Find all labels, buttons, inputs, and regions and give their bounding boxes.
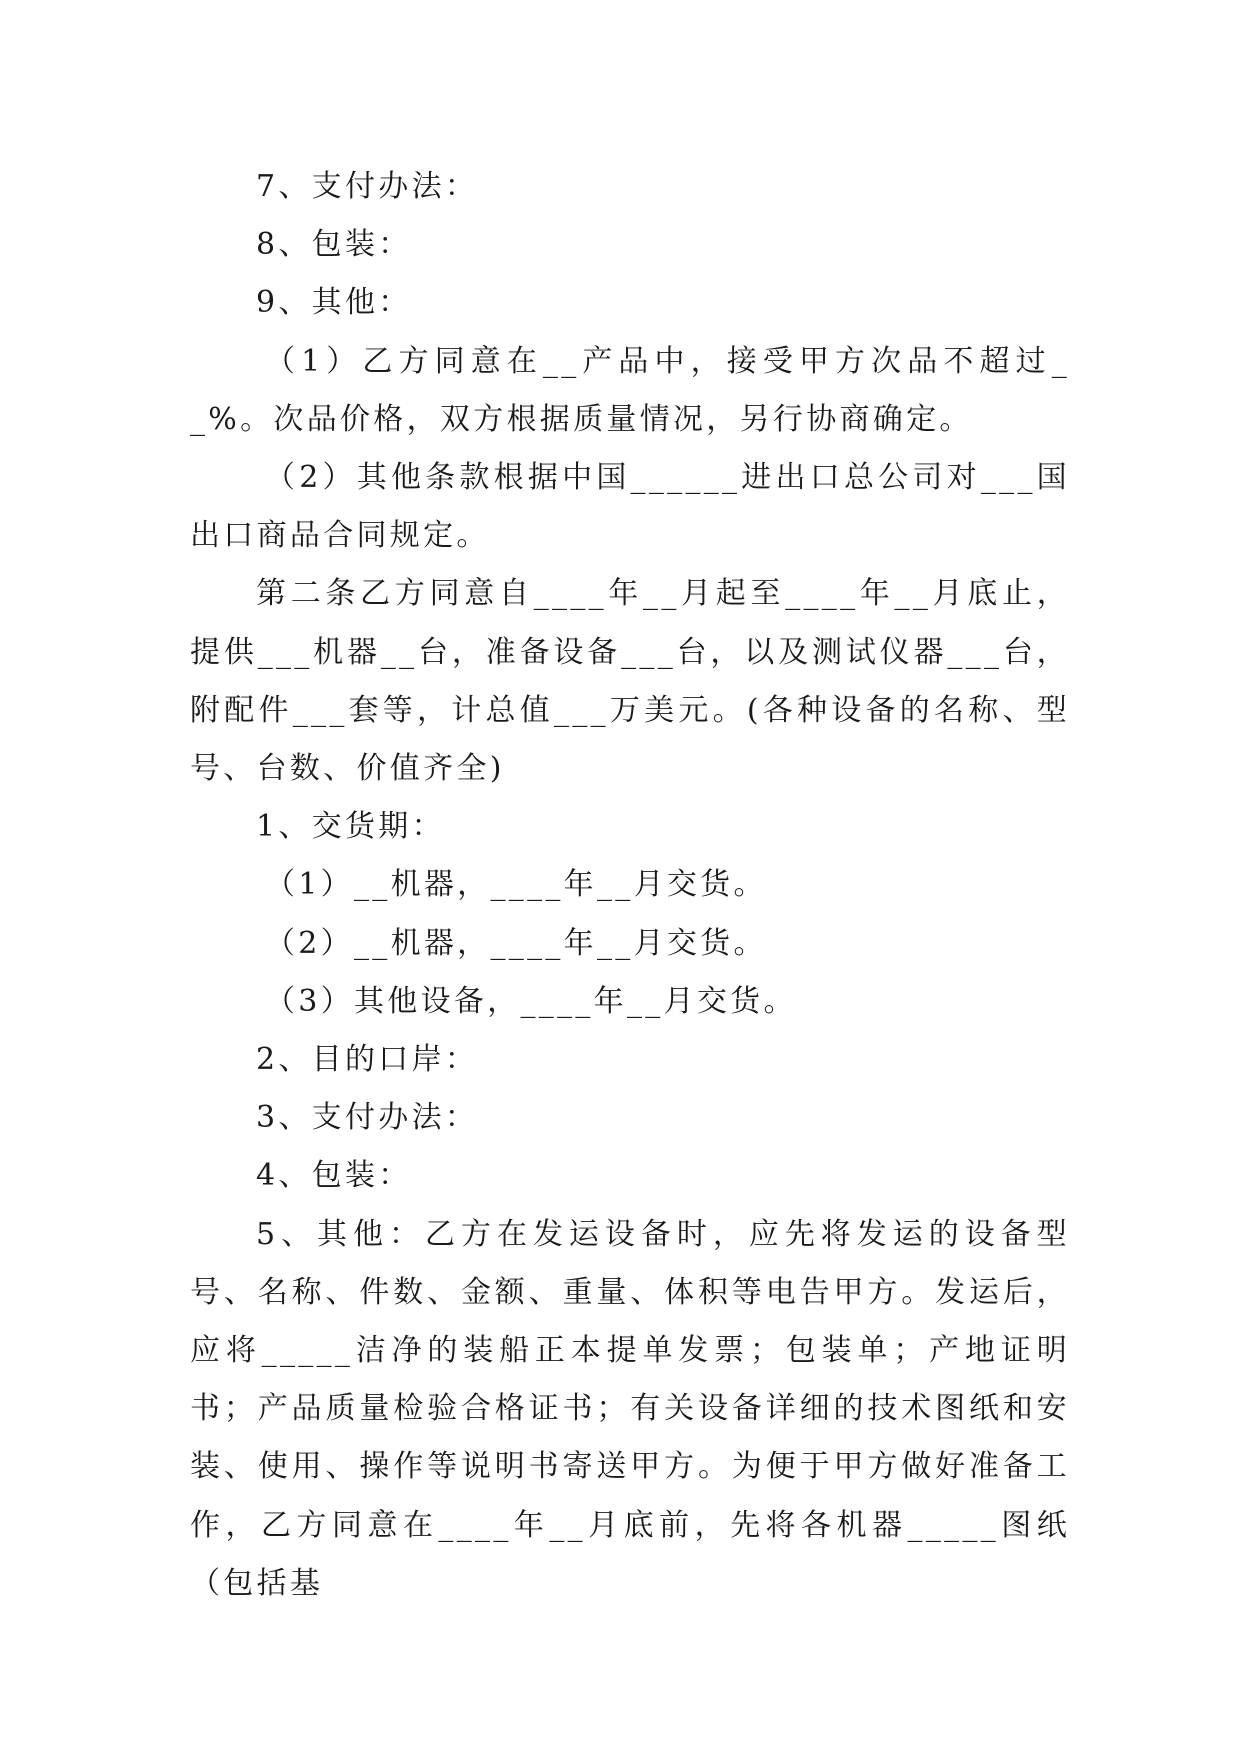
article-2-packaging: 4、包装： — [256, 1158, 412, 1194]
article-2-other: 5、其他：乙方在发运设备时，应先将发运的设备型号、名称、件数、金额、重量、体积等电告甲方。发运后，应将_____洁净的装船正本提单发票；包装单；产地证明书；产品质量检验合格证书；有关设备详细的技术图纸和安装、使用、操作等说明书寄送甲方。为便于甲方做好准备工作，乙方同意在____年__月底前，先将各机器_____图纸（包括基 — [190, 1216, 1070, 1601]
document-body — [190, 158, 1070, 1613]
clause-8-packaging: 8、包装： — [256, 227, 412, 263]
delivery-item-1: （1）__机器，____年__月交货。 — [265, 867, 767, 903]
clause-9-item-1: （1）乙方同意在__产品中，接受甲方次品不超过__%。次品价格，双方根据质量情况，另行协商确定。 — [190, 343, 1070, 437]
delivery-item-2: （2）__机器，____年__月交货。 — [265, 925, 767, 961]
clause-7-payment: 7、支付办法： — [256, 169, 479, 204]
article-2-destination-port: 2、目的口岸： — [256, 1042, 479, 1078]
article-2-payment: 3、支付办法： — [256, 1100, 479, 1136]
clause-9-item-2: （2）其他条款根据中国______进出口总公司对___国出口商品合同规定。 — [190, 460, 1070, 554]
delivery-item-3: （3）其他设备，____年__月交货。 — [265, 983, 797, 1019]
clause-9-other: 9、其他： — [256, 285, 412, 321]
article-2: 第二条乙方同意自____年__月起至____年__月底止，提供___机器__台，准备设备___台，以及测试仪器___台，附配件___套等，计总值___万美元。(各种设备的名称、型号、台数、价值齐全) — [190, 576, 1070, 787]
article-2-delivery-period: 1、交货期： — [256, 809, 445, 845]
